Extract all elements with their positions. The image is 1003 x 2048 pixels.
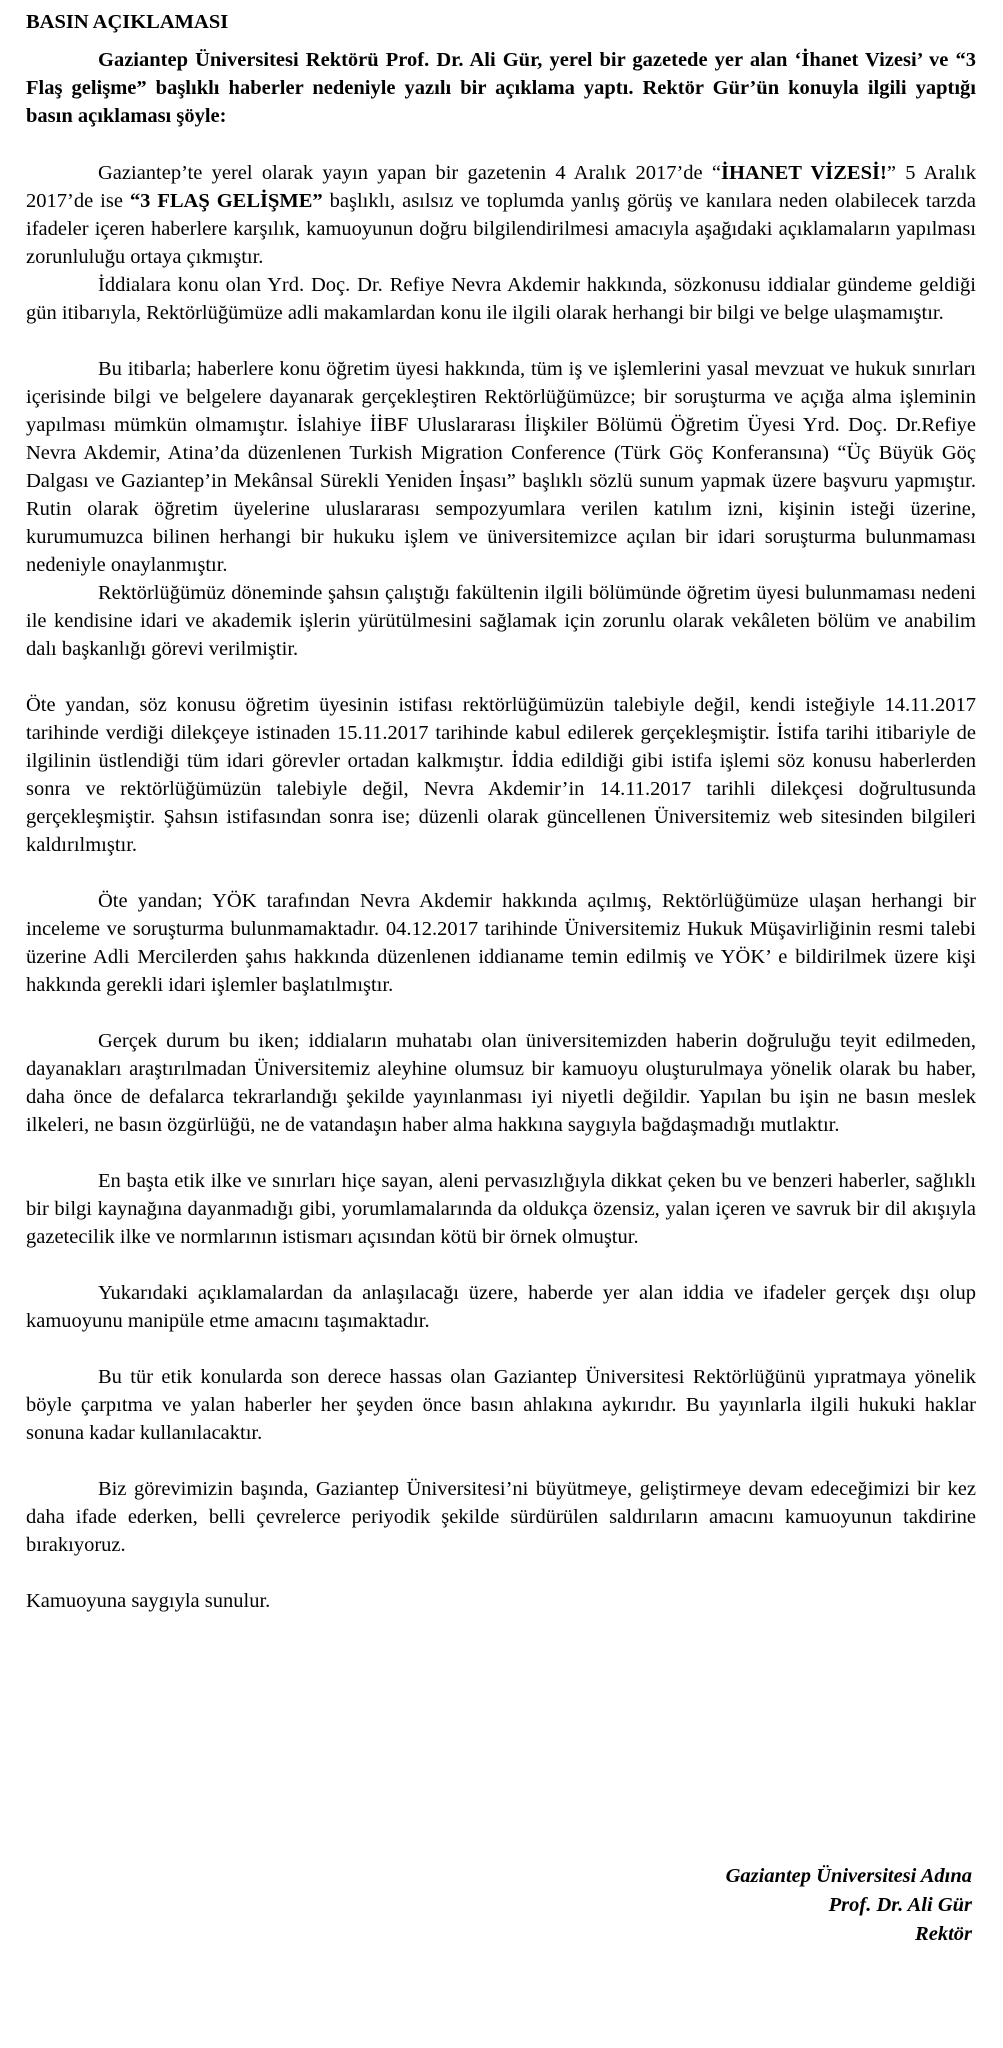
paragraph-6: Öte yandan; YÖK tarafından Nevra Akdemir hakkında açılmış, Rektörlüğümüze ulaşan herhangi bir inceleme ve soruşturma bulunmamaktadır. 04.12.2017 tarihinde Üniversitemiz Hukuk Müşavirliğinin resmi talebi üzerine Adli Mercilerden şahıs hakkında düzenlenen iddianame temin edilmiş ve YÖK’ e bildirilmek üzere kişi hakkında gerekli idari işlemler başlatılmıştır. bbox=[26, 890, 976, 996]
paragraph-1-part-c: ” 5 Aralık 2017’de ise bbox=[26, 162, 976, 212]
headline-ihanet-vizesi: İHANET VİZESİ! bbox=[721, 162, 887, 184]
paragraph-3: Bu itibarla; haberlere konu öğretim üyesi hakkında, tüm iş ve işlemlerini yasal mevzuat ve hukuk sınırları içerisinde bilgi ve belgelere dayanarak gerçekleştiren Rektörlüğümüzce; bir soruşturma ve açığa alma işleminin yapılması mümkün olmamıştır. İslahiye İİBF Uluslararası İlişkiler Bölümü Öğretim Üyesi Yrd. Doç. Dr.Refiye Nevra Akdemir, Atina’da düzenlenen Turkish Migration Conference (Türk Göç Konferansına) “Üç Büyük Göç Dalgası ve Gaziantep’in Mekânsal Sürekli Yeniden İnşası” başlıklı sözlü sunum yapmak üzere başvuru yapmıştır. Rutin olarak öğretim üyelerine uluslararası sempozyumlara verilen katılım izni, kişinin isteği üzerine, kurumumuzca bilinen herhangi bir hukuku işlem ve üniversitemizce açılan bir idari soruşturma bulunmaması nedeniyle onaylanmıştır. bbox=[26, 358, 976, 576]
paragraph-11: Biz görevimizin başında, Gaziantep Üniversitesi’ni büyütmeye, geliştirmeye devam edeceğimizi bir kez daha ifade ederken, belli çevrelerce periyodik şekilde sürdürülen saldırıların amacını kamuoyunun takdirine bırakıyoruz. bbox=[26, 1478, 976, 1556]
document-title: BASIN AÇIKLAMASI bbox=[26, 11, 229, 33]
paragraph-7: Gerçek durum bu iken; iddiaların muhatabı olan üniversitemizden haberin doğruluğu teyit edilmeden, dayanakları araştırılmadan Üniversitemiz aleyhine olumsuz bir kamuoyu oluşturulmaya yönelik olarak bu haber, daha önce de defalarca tekrarlandığı şekilde yayınlanması iyi niyetli değildir. Yapılan bu işin ne basın meslek ilkeleri, ne basın özgürlüğü, ne de vatandaşın haber alma hakkına saygıyla bağdaşmadığı mutlaktır. bbox=[26, 1030, 976, 1136]
paragraph-10: Bu tür etik konularda son derece hassas olan Gaziantep Üniversitesi Rektörlüğünü yıpratmaya yönelik böyle çarpıtma ve yalan haberler her şeyden önce basın ahlakına aykırıdır. Bu yayınlarla ilgili hukuki haklar sonuna kadar kullanılacaktır. bbox=[26, 1366, 976, 1444]
closing-line: Kamuoyuna saygıyla sunulur. bbox=[26, 1590, 271, 1612]
signature-name: Prof. Dr. Ali Gür bbox=[828, 1894, 972, 1916]
signature-title: Rektör bbox=[915, 1923, 972, 1945]
paragraph-1 bbox=[26, 159, 976, 271]
press-release-page bbox=[26, 8, 976, 1615]
paragraph-8: En başta etik ilke ve sınırları hiçe sayan, aleni pervasızlığıyla dikkat çeken bu ve benzeri haberler, sağlıklı bir bilgi kaynağına dayanmadığı gibi, yorumlamalarında da oldukça özensiz, yalan içeren ve savruk bir dil akışıyla gazetecilik ilke ve normlarının istismarı açısından kötü bir örnek olmuştur. bbox=[26, 1170, 976, 1248]
signature-institution: Gaziantep Üniversitesi Adına bbox=[725, 1865, 972, 1887]
paragraph-5: Öte yandan, söz konusu öğretim üyesinin istifası rektörlüğümüzün talebiyle değil, kendi isteğiyle 14.11.2017 tarihinde verdiği dilekçeye istinaden 15.11.2017 tarihinde kabul edilerek gerçekleşmiştir. İstifa tarihi itibariyle de ilgilinin üstlendiği tüm idari görevler ortadan kalkmıştır. İddia edildiği gibi istifa işlemi söz konusu haberlerden sonra ve rektörlüğümüzün talebiyle değil, Nevra Akdemir’in 14.11.2017 tarihli dilekçesi doğrultusunda gerçekleşmiştir. Şahsın istifasından sonra ise; düzenli olarak güncellenen Üniversitemiz web sitesinden bilgileri kaldırılmıştır. bbox=[26, 694, 976, 856]
paragraph-9: Yukarıdaki açıklamalardan da anlaşılacağı üzere, haberde yer alan iddia ve ifadeler gerçek dışı olup kamuoyunu manipüle etme amacını taşımaktadır. bbox=[26, 1282, 976, 1332]
paragraph-4: Rektörlüğümüz döneminde şahsın çalıştığı fakültenin ilgili bölümünde öğretim üyesi bulunmaması nedeni ile kendisine idari ve akademik işlerin yürütülmesini sağlamak için zorunlu olarak vekâleten bölüm ve anabilim dalı başkanlığı görevi verilmiştir. bbox=[26, 582, 976, 660]
paragraph-1-part-a: Gaziantep’te yerel olarak yayın yapan bir gazetenin 4 Aralık 2017’de “ bbox=[98, 162, 722, 184]
headline-3-flas-gelisme: “3 FLAŞ GELİŞME” bbox=[129, 190, 323, 212]
intro-paragraph: Gaziantep Üniversitesi Rektörü Prof. Dr. Ali Gür, yerel bir gazetede yer alan ‘İhanet Vizesi’ ve “3 Flaş gelişme” başlıklı haberler nedeniyle yazılı bir açıklama yaptı. Rektör Gür’ün konuyla ilgili yaptığı basın açıklaması şöyle: bbox=[26, 49, 976, 127]
paragraph-2: İddialara konu olan Yrd. Doç. Dr. Refiye Nevra Akdemir hakkında, sözkonusu iddialar gündeme geldiği gün itibarıyla, Rektörlüğümüze adli makamlardan konu ile ilgili olarak herhangi bir bilgi ve belge ulaşmamıştır. bbox=[26, 274, 976, 324]
paragraph-1-part-e: başlıklı, asılsız ve toplumda yanlış görüş ve kanılara neden olabilecek tarzda ifadeler içeren haberlere karşılık, kamuoyunun doğru bilgilendirilmesi amacıyla aşağıdaki açıklamaların yapılması zorunluluğu ortaya çıkmıştır. bbox=[26, 190, 976, 268]
signature-block bbox=[726, 1862, 972, 1949]
